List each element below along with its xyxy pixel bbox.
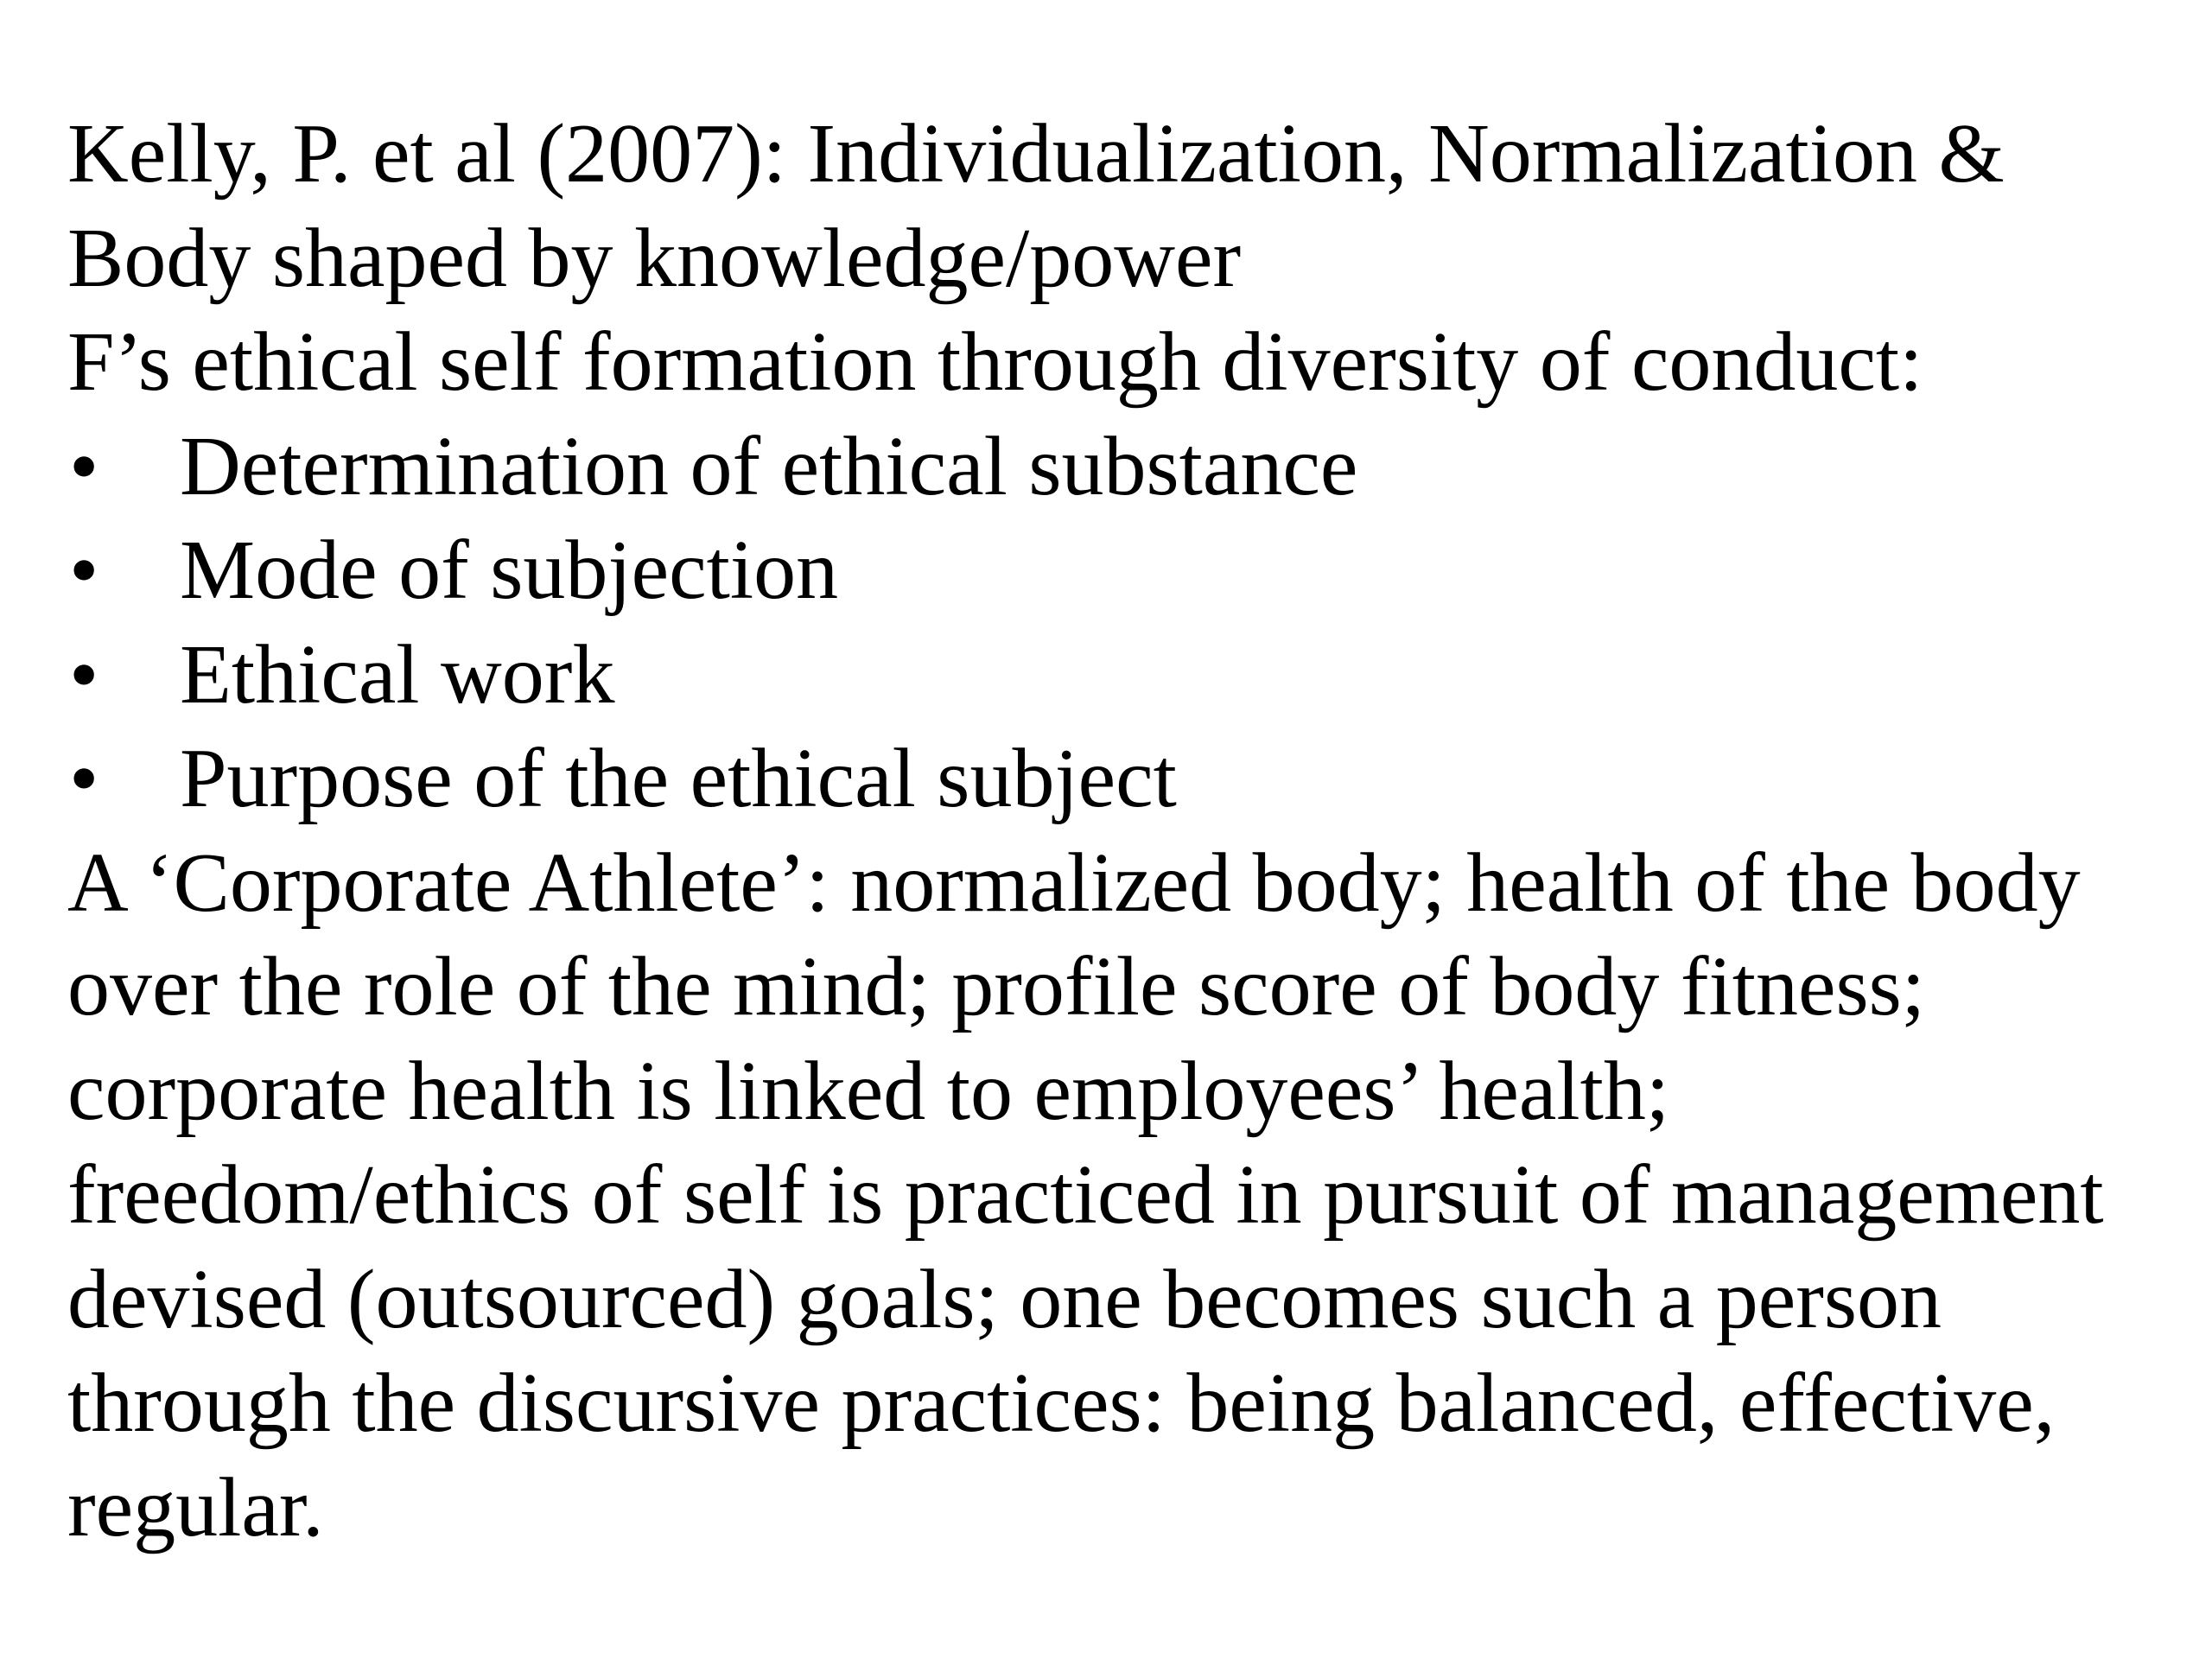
bullet-icon: • — [69, 732, 99, 825]
bullet-icon: • — [69, 419, 99, 513]
bullet-text: Ethical work — [180, 627, 615, 721]
list-item — [67, 415, 2176, 519]
bullet-icon: • — [69, 524, 99, 617]
bullet-text: Purpose of the ethical subject — [180, 732, 1177, 825]
slide-body — [67, 102, 2176, 1560]
list-item — [67, 623, 2176, 728]
intro-line: F’s ethical self formation through diversity of conduct: — [67, 315, 1923, 409]
bullet-text: Determination of ethical substance — [180, 419, 1358, 513]
list-item — [67, 518, 2176, 623]
bullet-list — [67, 415, 2176, 831]
slide-heading: Kelly, P. et al (2007): Individualization, Normalization & Body shaped by knowledge/power — [67, 107, 2026, 305]
bullet-icon: • — [69, 627, 99, 721]
conclusion-paragraph: A ‘Corporate Athlete’: normalized body; health of the body over the role of the mind; profile score of body fitness; corporate health is linked to employees’ health; freedom/ethics of self is practiced in pursuit of management devised (outsourced) goals; one becomes such a person through the discursive practices: being balanced, effective, regular. — [67, 836, 2126, 1554]
list-item — [67, 727, 2176, 831]
bullet-text: Mode of subjection — [180, 524, 839, 617]
